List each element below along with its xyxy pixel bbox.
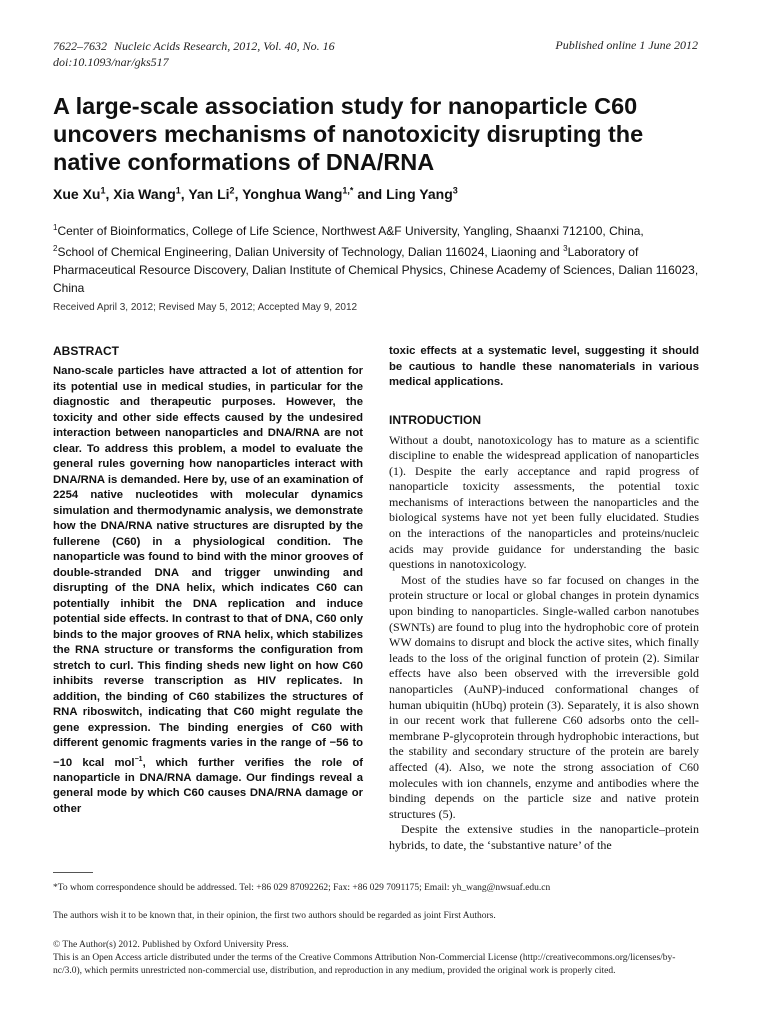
- author: Xue Xu$^1$,: [53, 185, 114, 202]
- published-date: Published online 1 June 2012: [555, 38, 698, 52]
- received-dates: Received April 3, 2012; Revised May 5, 2012; Accepted May 9, 2012: [53, 302, 358, 313]
- intro-paragraph-2: Most of the studies have so far focused on changes in the protein structure or local or global changes in protein dynamics upon binding to nanoparticles. Single-walled carbon nanotubes (SWNTs) are found to plug into the hydrophobic core of protein WW domains to disrupt and block the active sites, which finally leads to the loss of the original function of protein (2). Similar effects have also been observed with the irreversible gold nanoparticles (AuNP)-induced conformational changes of human ubiquitin (hUbq) protein (3). Separately, it is also shown in our recent work that fullerene C60 adsorbs onto the cell-membrane P-glycoprotein through hydrophobic interactions, but the stability and secondary structure of the protein are barely affected (4). Also, we note the strong association of C60 molecules with ion channels, enzyme and antibodies where the binding depends on the particle size and native protein structures (5).: [389, 572, 699, 821]
- right-column: [389, 344, 699, 854]
- doi: doi:10.1093/nar/gks517: [53, 55, 169, 69]
- page-range: 7622–7632: [53, 39, 107, 53]
- left-column: [53, 344, 363, 817]
- intro-paragraph-1: Without a doubt, nanotoxicology has to mature as a scientific discipline to enable the widespread application of nanoparticles (1). Despite the early acceptance and rapid progress of nanoparticle toxicity assessments, the potential toxic mechanisms of interactions between the nanoparticles and the biological systems have not yet been fully elucidated. Studies on the interactions of the nanoparticles and proteins/nucleic acids may provide guidance for understanding the basic questions in nanotoxicology.: [389, 432, 699, 572]
- author: Xia Wang$^1$,: [113, 185, 189, 202]
- footnote-rule: [53, 872, 93, 873]
- intro-paragraph-3: Despite the extensive studies in the nanoparticle–protein hybrids, to date, the ‘substantive nature’ of the: [389, 822, 699, 852]
- copyright-footnote: [53, 939, 703, 978]
- joint-authors-footnote: The authors wish it to be known that, in their opinion, the first two authors should be regarded as joint First Authors.: [53, 911, 496, 921]
- author: Ling Yang$^3$: [386, 185, 458, 202]
- correspondence-footnote: *To whom correspondence should be addressed. Tel: +86 029 87092262; Fax: +86 029 7091175; Email: yh_wang@nwsuaf.edu.cn: [53, 883, 551, 893]
- abstract-continuation: toxic effects at a systematic level, suggesting it should be cautious to handle these nanomaterials in various medical applications.: [389, 345, 699, 388]
- abstract-body: Nano-scale particles have attracted a lot of attention for its potential use in medical studies, in particular for the diagnostic and therapeutic purposes. However, the toxicity and other side effects caused by the undesired interaction between nanoparticles and DNA/RNA are not clear. To address this problem, a model to evaluate the general rules governing how nanoparticles interact with DNA/RNA is demanded. Here by, use of an examination of 2254 native nucleotides with molecular dynamics simulation and thermodynamic analysis, we demonstrate how the DNA/RNA native structures are disrupted by the fullerene (C60) in a physiological condition. The nanoparticle was found to bind with the minor grooves of double-stranded DNA and trigger unwinding and disrupting of the DNA helix, which indicates C60 can potentially inhibit the DNA replication and induce potential side effects. In contrast to that of DNA, C60 only binds to the major grooves of RNA helix, which stabilizes the RNA structure or transforms the configuration from stretch to curl. This finding sheds new light on how C60 inhibits reverse transcription as HIV replicates. In addition, the binding of C60 stabilizes the structures of RNA riboswitch, indicating that C60 might regulate the gene expression. The binding energies of C60 with different genomic fragments varies in the range of −56 to −10 kcal mol$^{-1}$, which further verifies the role of nanoparticle in DNA/RNA damage. Our findings reveal a general mode by which C60 causes DNA/RNA damage or other: [53, 365, 364, 815]
- introduction-heading: INTRODUCTION: [389, 412, 481, 427]
- license-text: This is an Open Access article distributed under the terms of the Creative Commons Attribution Non-Commercial License (http://creativecommons.org/licenses/by-nc/3.0), which permits unrestricted non-commercial use, distribution, and reproduction in any medium, provided the original work is properly cited.: [53, 953, 676, 976]
- author: Yonghua Wang$^{1,*}$ and: [242, 185, 387, 202]
- author-list: [53, 185, 458, 202]
- author: Yan Li$^2$,: [188, 185, 243, 202]
- journal-citation: Nucleic Acids Research, 2012, Vol. 40, No. 16: [114, 39, 335, 53]
- running-header: [53, 38, 335, 70]
- copyright-line: © The Author(s) 2012. Published by Oxford University Press.: [53, 940, 289, 950]
- abstract-heading: ABSTRACT: [53, 344, 119, 358]
- article-title: A large-scale association study for nanoparticle C60 uncovers mechanisms of nanotoxicity disrupting the native conformations of DNA/RNA: [53, 93, 644, 175]
- affiliations: $^1$Center of Bioinformatics, College of Life Science, Northwest A&F University, Yangling, Shaanxi 712100, China, $^2$School of Chemical Engineering, Dalian University of Technology, Dalian 116024, Liaoning and $^3$Laboratory of Pharmaceutical Resource Discovery, Dalian Institute of Chemical Physics, Chinese Academy of Sciences, Dalian 116023, China: [53, 223, 699, 295]
